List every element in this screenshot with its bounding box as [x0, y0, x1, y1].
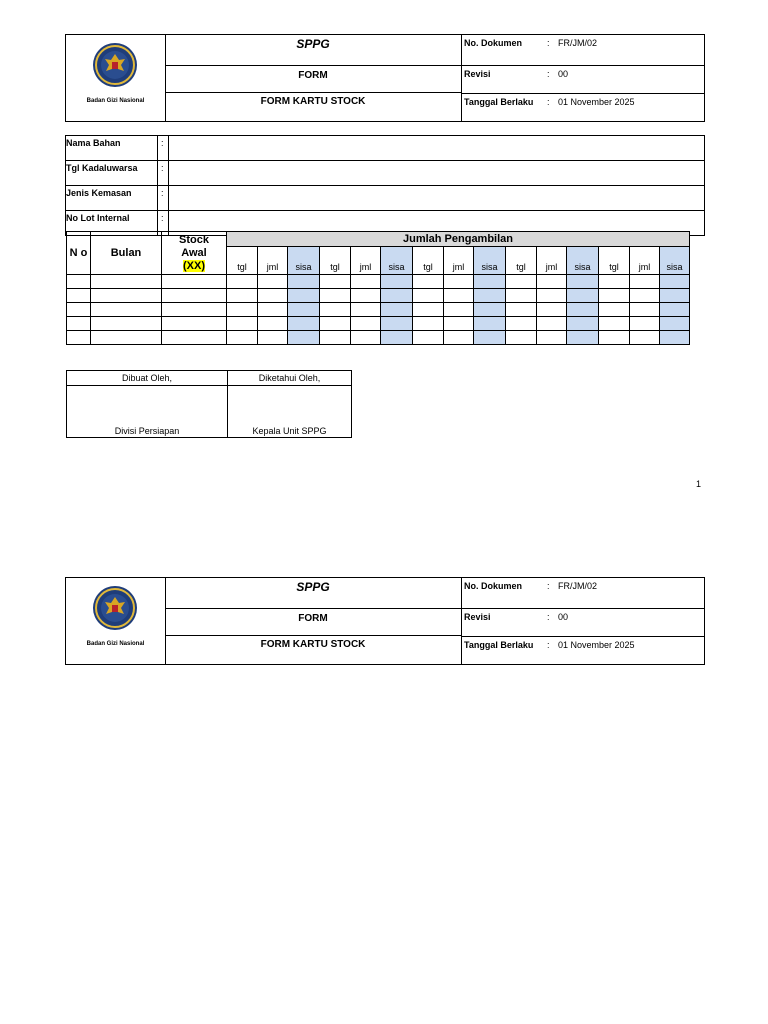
colon: : [547, 38, 550, 48]
table-cell[interactable] [660, 303, 690, 317]
form-title: FORM KARTU STOCK [260, 96, 366, 107]
sub-header-jml-5: jml [630, 247, 660, 275]
table-cell[interactable] [381, 303, 413, 317]
table-cell[interactable] [444, 303, 474, 317]
info-label: No Lot Internal [66, 213, 130, 223]
table-cell[interactable] [351, 303, 381, 317]
table-row [67, 303, 690, 317]
col-header-no: N o [67, 232, 91, 275]
col-header-jumlah-pengambilan: Jumlah Pengambilan [227, 232, 690, 247]
item-info [65, 135, 705, 236]
table-cell[interactable] [288, 289, 320, 303]
table-row [67, 331, 690, 345]
sub-header-tgl-3: tgl [413, 247, 444, 275]
table-cell[interactable] [162, 331, 227, 345]
table-cell[interactable] [91, 303, 162, 317]
table-cell[interactable] [258, 317, 288, 331]
known-by-label: Diketahui Oleh, [228, 371, 352, 386]
logo-cell [66, 578, 166, 664]
table-cell[interactable] [537, 317, 567, 331]
col-header-stock-awal [162, 232, 227, 275]
table-cell[interactable] [474, 303, 506, 317]
table-cell[interactable] [537, 303, 567, 317]
table-cell[interactable] [506, 303, 537, 317]
table-cell[interactable] [413, 275, 444, 289]
effective-date-value: 01 November 2025 [558, 640, 635, 650]
effective-date-row [462, 637, 704, 664]
table-cell[interactable] [67, 331, 91, 345]
table-cell[interactable] [567, 331, 599, 345]
effective-date-label: Tanggal Berlaku [464, 640, 534, 650]
table-cell[interactable] [413, 303, 444, 317]
doc-number-value: FR/JM/02 [558, 581, 598, 591]
signature-table [66, 370, 352, 438]
table-row [67, 275, 690, 289]
document-header [65, 34, 705, 122]
stock-label-line1: Stock [179, 233, 209, 246]
logo-caption: Badan Gizi Nasional [86, 98, 145, 104]
colon: : [547, 640, 550, 650]
table-cell[interactable] [381, 275, 413, 289]
sub-header-tgl-1: tgl [227, 247, 258, 275]
form-label: FORM [165, 609, 461, 636]
table-cell[interactable] [288, 303, 320, 317]
sub-header-tgl-4: tgl [506, 247, 537, 275]
table-cell[interactable] [630, 289, 660, 303]
doc-number-value: FR/JM/02 [558, 38, 598, 48]
revision-value: 00 [558, 612, 569, 622]
badan-gizi-nasional-logo [92, 42, 138, 88]
sub-header-jml-4: jml [537, 247, 567, 275]
sub-header-sisa-2: sisa [381, 247, 413, 275]
table-cell[interactable] [258, 275, 288, 289]
table-cell[interactable] [227, 317, 258, 331]
colon: : [157, 211, 169, 235]
table-cell[interactable] [474, 317, 506, 331]
org-name: SPPG [165, 35, 461, 66]
doc-number-label: No. Dokumen [464, 38, 523, 48]
table-cell[interactable] [288, 275, 320, 289]
table-cell[interactable] [91, 317, 162, 331]
table-cell[interactable] [567, 275, 599, 289]
table-cell[interactable] [537, 275, 567, 289]
table-cell[interactable] [599, 317, 630, 331]
table-cell[interactable] [227, 289, 258, 303]
table-row [67, 317, 690, 331]
colon: : [157, 136, 169, 160]
table-cell[interactable] [599, 303, 630, 317]
effective-date-row [462, 94, 704, 121]
logo-caption: Badan Gizi Nasional [86, 641, 145, 647]
table-cell[interactable] [474, 289, 506, 303]
made-by-role: Divisi Persiapan [67, 386, 228, 438]
table-cell[interactable] [162, 289, 227, 303]
table-cell[interactable] [320, 317, 351, 331]
table-cell[interactable] [474, 275, 506, 289]
form-title: FORM KARTU STOCK [260, 639, 366, 650]
table-cell[interactable] [567, 289, 599, 303]
info-row-tgl-kadaluwarsa [66, 161, 704, 186]
stock-card-table [66, 231, 690, 345]
table-cell[interactable] [320, 275, 351, 289]
table-cell[interactable] [67, 303, 91, 317]
colon: : [547, 97, 550, 107]
table-cell[interactable] [351, 331, 381, 345]
table-row [67, 289, 690, 303]
table-cell[interactable] [630, 275, 660, 289]
revision-row [462, 609, 704, 637]
table-cell[interactable] [351, 289, 381, 303]
revision-row [462, 66, 704, 94]
table-cell[interactable] [91, 289, 162, 303]
table-cell[interactable] [381, 317, 413, 331]
info-label: Nama Bahan [66, 138, 121, 148]
table-cell[interactable] [444, 275, 474, 289]
table-cell[interactable] [444, 317, 474, 331]
table-cell[interactable] [444, 331, 474, 345]
sub-header-sisa-3: sisa [474, 247, 506, 275]
table-cell[interactable] [227, 303, 258, 317]
document-header-page-2 [65, 577, 705, 665]
table-cell[interactable] [67, 317, 91, 331]
table-cell[interactable] [227, 275, 258, 289]
colon: : [547, 69, 550, 79]
stock-unit-placeholder: (XX) [183, 259, 205, 272]
table-cell[interactable] [288, 317, 320, 331]
table-cell[interactable] [288, 331, 320, 345]
sub-header-sisa-4: sisa [567, 247, 599, 275]
table-cell[interactable] [320, 289, 351, 303]
table-cell[interactable] [258, 303, 288, 317]
table-cell[interactable] [351, 317, 381, 331]
table-cell[interactable] [474, 331, 506, 345]
table-cell[interactable] [660, 317, 690, 331]
table-cell[interactable] [258, 331, 288, 345]
table-cell[interactable] [506, 275, 537, 289]
table-cell[interactable] [630, 331, 660, 345]
sub-header-jml-1: jml [258, 247, 288, 275]
sub-header-tgl-2: tgl [320, 247, 351, 275]
sub-header-sisa-1: sisa [288, 247, 320, 275]
doc-number-row [462, 35, 704, 66]
table-cell[interactable] [537, 289, 567, 303]
table-cell[interactable] [506, 317, 537, 331]
table-cell[interactable] [320, 303, 351, 317]
table-cell[interactable] [413, 331, 444, 345]
table-cell[interactable] [227, 331, 258, 345]
doc-number-row [462, 578, 704, 609]
colon: : [157, 186, 169, 210]
table-cell[interactable] [444, 289, 474, 303]
table-cell[interactable] [413, 289, 444, 303]
table-cell[interactable] [630, 303, 660, 317]
colon: : [547, 612, 550, 622]
table-cell[interactable] [567, 317, 599, 331]
table-cell[interactable] [506, 331, 537, 345]
table-cell[interactable] [599, 289, 630, 303]
known-by-role: Kepala Unit SPPG [228, 386, 352, 438]
made-by-label: Dibuat Oleh, [67, 371, 228, 386]
logo-cell [66, 35, 166, 121]
info-row-jenis-kemasan [66, 186, 704, 211]
table-cell[interactable] [660, 275, 690, 289]
stock-label-line2: Awal [181, 246, 207, 259]
table-cell[interactable] [599, 275, 630, 289]
table-cell[interactable] [91, 275, 162, 289]
info-label: Tgl Kadaluwarsa [66, 163, 138, 173]
effective-date-value: 01 November 2025 [558, 97, 635, 107]
table-cell[interactable] [67, 275, 91, 289]
info-row-nama-bahan [66, 136, 704, 161]
table-cell[interactable] [67, 289, 91, 303]
sub-header-jml-2: jml [351, 247, 381, 275]
info-label: Jenis Kemasan [66, 188, 132, 198]
colon: : [157, 161, 169, 185]
doc-number-label: No. Dokumen [464, 581, 523, 591]
table-cell[interactable] [162, 317, 227, 331]
table-cell[interactable] [320, 331, 351, 345]
sub-header-jml-3: jml [444, 247, 474, 275]
table-cell[interactable] [630, 317, 660, 331]
col-header-bulan: Bulan [91, 232, 162, 275]
table-cell[interactable] [660, 331, 690, 345]
table-cell[interactable] [599, 331, 630, 345]
sub-header-sisa-5: sisa [660, 247, 690, 275]
sub-header-tgl-5: tgl [599, 247, 630, 275]
table-cell[interactable] [91, 331, 162, 345]
revision-value: 00 [558, 69, 569, 79]
colon: : [547, 581, 550, 591]
table-cell[interactable] [381, 289, 413, 303]
table-cell[interactable] [537, 331, 567, 345]
org-name: SPPG [165, 578, 461, 609]
table-cell[interactable] [162, 303, 227, 317]
table-cell[interactable] [413, 317, 444, 331]
revision-label: Revisi [464, 612, 491, 622]
table-cell[interactable] [506, 289, 537, 303]
table-cell[interactable] [351, 275, 381, 289]
table-cell[interactable] [162, 275, 227, 289]
badan-gizi-nasional-logo [92, 585, 138, 631]
page-number: 1 [696, 479, 702, 489]
table-cell[interactable] [660, 289, 690, 303]
revision-label: Revisi [464, 69, 491, 79]
effective-date-label: Tanggal Berlaku [464, 97, 534, 107]
table-cell[interactable] [567, 303, 599, 317]
form-label: FORM [165, 66, 461, 93]
table-cell[interactable] [381, 331, 413, 345]
table-cell[interactable] [258, 289, 288, 303]
